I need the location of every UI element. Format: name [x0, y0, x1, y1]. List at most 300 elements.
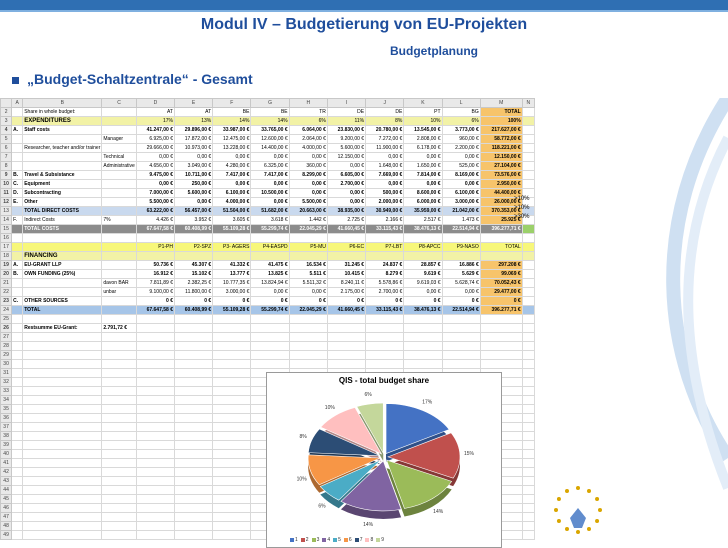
sheet-cell[interactable]	[522, 126, 534, 135]
sheet-cell[interactable]: 16.886 €	[442, 261, 480, 270]
sheet-cell[interactable]	[522, 234, 534, 243]
sheet-cell[interactable]: 45.307 €	[174, 261, 212, 270]
sheet-cell[interactable]: 2.517 €	[404, 216, 442, 225]
sheet-cell[interactable]	[522, 504, 534, 513]
sheet-cell[interactable]	[213, 378, 251, 387]
sheet-cell[interactable]: 13.777 €	[213, 270, 251, 279]
sheet-cell[interactable]	[12, 252, 23, 261]
sheet-cell[interactable]	[522, 459, 534, 468]
sheet-cell[interactable]	[251, 333, 289, 342]
sheet-cell[interactable]	[12, 153, 23, 162]
sheet-cell[interactable]: 51.504,00 €	[213, 207, 251, 216]
sheet-cell[interactable]: P9-NASO	[442, 243, 480, 252]
sheet-cell[interactable]	[102, 261, 136, 270]
sheet-cell[interactable]	[12, 225, 23, 234]
sheet-cell[interactable]	[12, 522, 23, 531]
sheet-cell[interactable]	[480, 315, 522, 324]
sheet-cell[interactable]: 250,00 €	[174, 180, 212, 189]
sheet-cell[interactable]	[522, 360, 534, 369]
sheet-cell[interactable]	[213, 423, 251, 432]
sheet-cell[interactable]	[251, 351, 289, 360]
sheet-cell[interactable]	[522, 486, 534, 495]
sheet-cell[interactable]	[102, 315, 136, 324]
sheet-cell[interactable]: 12.150,00 €	[327, 153, 365, 162]
sheet-cell[interactable]: 6.605,00 €	[327, 171, 365, 180]
sheet-cell[interactable]: 3.049,00 €	[174, 162, 212, 171]
sheet-cell[interactable]: 5.600,00 €	[174, 189, 212, 198]
sheet-cell[interactable]: 0,00 €	[442, 153, 480, 162]
sheet-cell[interactable]	[442, 324, 480, 333]
sheet-cell[interactable]	[12, 414, 23, 423]
sheet-cell[interactable]	[102, 396, 136, 405]
sheet-cell[interactable]	[12, 279, 23, 288]
sheet-cell[interactable]	[23, 486, 102, 495]
sheet-cell[interactable]	[23, 396, 102, 405]
sheet-cell[interactable]: 44.400,00 €	[480, 189, 522, 198]
sheet-cell[interactable]	[480, 351, 522, 360]
sheet-cell[interactable]: 0 €	[480, 297, 522, 306]
column-header[interactable]: B	[23, 99, 102, 108]
sheet-cell[interactable]	[102, 531, 136, 540]
sheet-cell[interactable]: 0,00 €	[404, 288, 442, 297]
sheet-cell[interactable]	[12, 333, 23, 342]
row-number[interactable]: 25	[1, 315, 12, 324]
row-number[interactable]: 36	[1, 414, 12, 423]
sheet-cell[interactable]	[12, 423, 23, 432]
sheet-cell[interactable]: 0,00 €	[366, 180, 404, 189]
sheet-cell[interactable]: 21.042,00 €	[442, 207, 480, 216]
sheet-cell[interactable]	[522, 450, 534, 459]
sheet-cell[interactable]: 3.000,00 €	[213, 288, 251, 297]
sheet-cell[interactable]	[213, 468, 251, 477]
row-number[interactable]: 31	[1, 369, 12, 378]
sheet-cell[interactable]: 9.100,00 €	[136, 288, 174, 297]
sheet-cell[interactable]: 0,00 €	[442, 180, 480, 189]
sheet-cell[interactable]	[174, 405, 212, 414]
sheet-cell[interactable]: 14%	[251, 117, 289, 126]
sheet-cell[interactable]	[174, 333, 212, 342]
sheet-cell[interactable]: 2.950,00 €	[480, 180, 522, 189]
sheet-cell[interactable]: 6.064,00 €	[289, 126, 327, 135]
sheet-cell[interactable]	[251, 324, 289, 333]
sheet-cell[interactable]: 6.178,00 €	[404, 144, 442, 153]
sheet-cell[interactable]	[213, 432, 251, 441]
sheet-cell[interactable]: 41.660,45 €	[327, 225, 365, 234]
sheet-cell[interactable]	[102, 270, 136, 279]
sheet-cell[interactable]	[213, 513, 251, 522]
sheet-cell[interactable]: 2.166 €	[366, 216, 404, 225]
sheet-cell[interactable]	[12, 234, 23, 243]
sheet-cell[interactable]	[480, 333, 522, 342]
sheet-cell[interactable]: 525,00 €	[442, 162, 480, 171]
sheet-cell[interactable]	[136, 459, 174, 468]
sheet-cell[interactable]	[174, 387, 212, 396]
sheet-cell[interactable]	[12, 117, 23, 126]
sheet-cell[interactable]: 17%	[136, 117, 174, 126]
sheet-cell[interactable]	[522, 351, 534, 360]
sheet-cell[interactable]	[442, 252, 480, 261]
sheet-cell[interactable]: 13.825 €	[251, 270, 289, 279]
sheet-cell[interactable]	[522, 279, 534, 288]
sheet-cell[interactable]: Researcher, teacher and/or trainer	[24, 145, 101, 151]
sheet-cell[interactable]: 4.280,00 €	[213, 162, 251, 171]
column-header[interactable]: C	[102, 99, 136, 108]
sheet-cell[interactable]	[522, 153, 534, 162]
sheet-cell[interactable]: 8.279 €	[366, 270, 404, 279]
sheet-cell[interactable]: 12.150,00 €	[480, 153, 522, 162]
sheet-cell[interactable]: 13.824,94 €	[251, 279, 289, 288]
sheet-cell[interactable]	[102, 207, 136, 216]
sheet-cell[interactable]: 5.500,00 €	[289, 198, 327, 207]
sheet-cell[interactable]	[522, 270, 534, 279]
sheet-cell[interactable]	[12, 378, 23, 387]
sheet-cell[interactable]: 7.811,89 €	[136, 279, 174, 288]
sheet-cell[interactable]	[174, 477, 212, 486]
sheet-cell[interactable]	[12, 342, 23, 351]
row-number[interactable]: 8	[1, 162, 12, 171]
sheet-cell[interactable]	[102, 513, 136, 522]
row-number[interactable]: 9	[1, 171, 12, 180]
sheet-cell[interactable]	[174, 423, 212, 432]
sheet-cell[interactable]: 12.600,00 €	[251, 135, 289, 144]
sheet-cell[interactable]	[366, 360, 404, 369]
sheet-cell[interactable]: 2.200,00 €	[442, 144, 480, 153]
sheet-cell[interactable]	[12, 468, 23, 477]
sheet-cell[interactable]	[136, 351, 174, 360]
sheet-cell[interactable]	[23, 333, 102, 342]
sheet-cell[interactable]: 9.200,00 €	[327, 135, 365, 144]
sheet-cell[interactable]	[102, 171, 136, 180]
sheet-cell[interactable]	[102, 504, 136, 513]
row-number[interactable]: 12	[1, 198, 12, 207]
sheet-cell[interactable]	[12, 144, 23, 153]
sheet-cell[interactable]	[12, 486, 23, 495]
sheet-cell[interactable]	[442, 360, 480, 369]
sheet-cell[interactable]	[12, 450, 23, 459]
sheet-cell[interactable]: 25.925 €	[480, 216, 522, 225]
sheet-cell[interactable]: 41.332 €	[213, 261, 251, 270]
sheet-cell[interactable]	[174, 360, 212, 369]
row-number[interactable]: 11	[1, 189, 12, 198]
row-number[interactable]: 7	[1, 153, 12, 162]
sheet-cell[interactable]: 67.647,58 €	[136, 306, 174, 315]
sheet-cell[interactable]	[174, 414, 212, 423]
sheet-cell[interactable]: 10.711,00 €	[174, 171, 212, 180]
sheet-cell[interactable]: 14.400,00 €	[251, 144, 289, 153]
sheet-cell[interactable]: 7.814,00 €	[404, 171, 442, 180]
sheet-cell[interactable]	[213, 414, 251, 423]
row-number[interactable]: 16	[1, 234, 12, 243]
sheet-cell[interactable]	[23, 477, 102, 486]
sheet-cell[interactable]	[12, 531, 23, 540]
sheet-cell[interactable]	[522, 414, 534, 423]
sheet-cell[interactable]	[522, 432, 534, 441]
sheet-cell[interactable]	[136, 441, 174, 450]
sheet-cell[interactable]	[522, 387, 534, 396]
sheet-cell[interactable]: C.	[12, 297, 23, 306]
sheet-cell[interactable]: P6-EC	[327, 243, 365, 252]
sheet-cell[interactable]	[522, 495, 534, 504]
sheet-cell[interactable]	[366, 351, 404, 360]
row-number[interactable]: 32	[1, 378, 12, 387]
sheet-cell[interactable]	[102, 459, 136, 468]
sheet-cell[interactable]: 7.000,00 €	[136, 189, 174, 198]
sheet-cell[interactable]	[174, 315, 212, 324]
sheet-cell[interactable]: 0,00 €	[251, 153, 289, 162]
sheet-cell[interactable]: 0,00 €	[213, 180, 251, 189]
sheet-cell[interactable]: 73.576,00 €	[480, 171, 522, 180]
sheet-cell[interactable]	[366, 324, 404, 333]
row-number[interactable]: 37	[1, 423, 12, 432]
sheet-cell[interactable]: 10%	[404, 117, 442, 126]
sheet-cell[interactable]	[213, 360, 251, 369]
sheet-cell[interactable]: EXPENDITURES	[23, 117, 102, 126]
row-number[interactable]: 27	[1, 333, 12, 342]
sheet-cell[interactable]: 4.000,00 €	[289, 144, 327, 153]
sheet-cell[interactable]	[289, 360, 327, 369]
sheet-cell[interactable]	[136, 360, 174, 369]
sheet-cell[interactable]: 1.650,00 €	[404, 162, 442, 171]
sheet-cell[interactable]	[23, 360, 102, 369]
sheet-cell[interactable]	[213, 450, 251, 459]
column-header[interactable]: H	[289, 99, 327, 108]
sheet-cell[interactable]	[442, 315, 480, 324]
sheet-cell[interactable]	[12, 108, 23, 117]
sheet-cell[interactable]	[102, 252, 136, 261]
sheet-cell[interactable]	[327, 324, 365, 333]
sheet-cell[interactable]: 0,00 €	[404, 153, 442, 162]
sheet-cell[interactable]	[174, 324, 212, 333]
sheet-cell[interactable]	[23, 378, 102, 387]
sheet-cell[interactable]: 58.772,00 €	[480, 135, 522, 144]
sheet-cell[interactable]	[12, 306, 23, 315]
sheet-cell[interactable]: 70.052,43 €	[480, 279, 522, 288]
sheet-cell[interactable]	[102, 360, 136, 369]
sheet-cell[interactable]	[404, 315, 442, 324]
sheet-cell[interactable]: TR	[289, 108, 327, 117]
sheet-cell[interactable]: 2.700,00 €	[366, 288, 404, 297]
sheet-cell[interactable]	[12, 459, 23, 468]
sheet-cell[interactable]: 0 €	[327, 297, 365, 306]
sheet-cell[interactable]: Technical	[102, 153, 136, 162]
sheet-cell[interactable]: 6%	[289, 117, 327, 126]
sheet-cell[interactable]	[23, 468, 102, 477]
pie-chart[interactable]	[266, 372, 502, 548]
sheet-cell[interactable]	[522, 396, 534, 405]
row-number[interactable]: 44	[1, 486, 12, 495]
sheet-cell[interactable]	[442, 333, 480, 342]
sheet-cell[interactable]	[23, 450, 102, 459]
sheet-cell[interactable]	[23, 342, 102, 351]
sheet-cell[interactable]: 22.514,94 €	[442, 225, 480, 234]
column-header[interactable]: J	[366, 99, 404, 108]
sheet-cell[interactable]: 360,00 €	[289, 162, 327, 171]
sheet-cell[interactable]	[102, 243, 136, 252]
sheet-cell[interactable]: 4.426 €	[136, 216, 174, 225]
sheet-cell[interactable]: 8.169,00 €	[442, 171, 480, 180]
row-number[interactable]: 22	[1, 288, 12, 297]
sheet-cell[interactable]	[23, 531, 102, 540]
sheet-cell[interactable]: 67.647,58 €	[136, 225, 174, 234]
row-number[interactable]: 20	[1, 270, 12, 279]
row-number[interactable]: 2	[1, 108, 12, 117]
column-header[interactable]: F	[213, 99, 251, 108]
sheet-cell[interactable]	[12, 360, 23, 369]
sheet-cell[interactable]: 63.222,00 €	[136, 207, 174, 216]
sheet-cell[interactable]: 5.578,86 €	[366, 279, 404, 288]
sheet-cell[interactable]: 29.477,00 €	[480, 288, 522, 297]
sheet-cell[interactable]: 33.115,43 €	[366, 225, 404, 234]
sheet-cell[interactable]	[12, 441, 23, 450]
sheet-cell[interactable]	[136, 405, 174, 414]
sheet-cell[interactable]	[522, 477, 534, 486]
sheet-cell[interactable]: 3.605 €	[213, 216, 251, 225]
sheet-cell[interactable]	[136, 234, 174, 243]
sheet-cell[interactable]	[480, 252, 522, 261]
sheet-cell[interactable]	[213, 486, 251, 495]
sheet-cell[interactable]	[174, 234, 212, 243]
sheet-cell[interactable]: 6.100,00 €	[442, 189, 480, 198]
sheet-cell[interactable]: OWN FUNDING (25%)	[23, 270, 102, 279]
sheet-cell[interactable]	[23, 387, 102, 396]
sheet-cell[interactable]	[522, 333, 534, 342]
row-number[interactable]: 43	[1, 477, 12, 486]
sheet-cell[interactable]: FINANCING	[23, 252, 102, 261]
sheet-cell[interactable]: P2-SPZ	[174, 243, 212, 252]
sheet-cell[interactable]	[102, 117, 136, 126]
sheet-cell[interactable]	[102, 477, 136, 486]
sheet-cell[interactable]: 99.069 €	[480, 270, 522, 279]
sheet-cell[interactable]	[12, 513, 23, 522]
sheet-cell[interactable]: 5.511 €	[289, 270, 327, 279]
sheet-cell[interactable]: BE	[251, 108, 289, 117]
sheet-cell[interactable]	[23, 369, 102, 378]
sheet-cell[interactable]	[102, 225, 136, 234]
sheet-cell[interactable]	[251, 360, 289, 369]
sheet-cell[interactable]	[12, 477, 23, 486]
row-number[interactable]: 26	[1, 324, 12, 333]
row-number[interactable]: 48	[1, 522, 12, 531]
sheet-cell[interactable]: 0,00 €	[251, 180, 289, 189]
sheet-cell[interactable]: 11.800,00 €	[174, 288, 212, 297]
column-header[interactable]: G	[251, 99, 289, 108]
sheet-cell[interactable]	[12, 432, 23, 441]
sheet-cell[interactable]: B.	[12, 171, 23, 180]
sheet-cell[interactable]: 60.408,99 €	[174, 306, 212, 315]
sheet-cell[interactable]	[136, 468, 174, 477]
sheet-cell[interactable]: F.	[12, 216, 23, 225]
sheet-cell[interactable]: 8.600,00 €	[404, 189, 442, 198]
sheet-cell[interactable]	[23, 153, 102, 162]
sheet-cell[interactable]: 55.299,74 €	[251, 306, 289, 315]
row-number[interactable]: 46	[1, 504, 12, 513]
sheet-cell[interactable]: Restsumme EU-Grant:	[23, 324, 102, 333]
sheet-cell[interactable]	[102, 126, 136, 135]
sheet-cell[interactable]	[102, 414, 136, 423]
sheet-cell[interactable]	[174, 351, 212, 360]
sheet-cell[interactable]	[522, 513, 534, 522]
sheet-cell[interactable]	[23, 513, 102, 522]
row-number[interactable]: 35	[1, 405, 12, 414]
sheet-cell[interactable]	[12, 315, 23, 324]
sheet-cell[interactable]	[23, 423, 102, 432]
sheet-cell[interactable]	[102, 342, 136, 351]
sheet-cell[interactable]: Indirect Costs	[23, 216, 102, 225]
sheet-cell[interactable]: 3.000,00 €	[442, 198, 480, 207]
sheet-cell[interactable]: 0 €	[174, 297, 212, 306]
column-header[interactable]: E	[174, 99, 212, 108]
sheet-cell[interactable]	[327, 342, 365, 351]
row-number[interactable]: 23	[1, 297, 12, 306]
sheet-cell[interactable]	[102, 369, 136, 378]
row-number[interactable]: 13	[1, 207, 12, 216]
sheet-cell[interactable]	[23, 288, 102, 297]
sheet-cell[interactable]	[23, 414, 102, 423]
sheet-cell[interactable]: 0,00 €	[251, 198, 289, 207]
sheet-cell[interactable]: 38.476,13 €	[404, 225, 442, 234]
sheet-cell[interactable]: 1.442 €	[289, 216, 327, 225]
sheet-cell[interactable]: 30.949,00 €	[366, 207, 404, 216]
sheet-cell[interactable]	[102, 189, 136, 198]
sheet-cell[interactable]: 16.534 €	[289, 261, 327, 270]
sheet-cell[interactable]	[136, 477, 174, 486]
sheet-cell[interactable]: 38.935,00 €	[327, 207, 365, 216]
column-header[interactable]: K	[404, 99, 442, 108]
sheet-cell[interactable]	[522, 324, 534, 333]
sheet-cell[interactable]: 297.208 €	[480, 261, 522, 270]
row-number[interactable]: 24	[1, 306, 12, 315]
sheet-cell[interactable]	[23, 351, 102, 360]
sheet-cell[interactable]	[12, 288, 23, 297]
sheet-cell[interactable]: 22.045,29 €	[289, 306, 327, 315]
sheet-cell[interactable]: Subcontracting	[23, 189, 102, 198]
sheet-cell[interactable]	[102, 387, 136, 396]
row-number[interactable]: 19	[1, 261, 12, 270]
sheet-cell[interactable]: 7%	[102, 216, 136, 225]
sheet-cell[interactable]: 2.808,00 €	[404, 135, 442, 144]
sheet-cell[interactable]	[102, 486, 136, 495]
sheet-cell[interactable]: DE	[366, 108, 404, 117]
sheet-cell[interactable]: C.	[12, 180, 23, 189]
sheet-cell[interactable]	[522, 423, 534, 432]
sheet-cell[interactable]: 2.382,25 €	[174, 279, 212, 288]
sheet-cell[interactable]: 6%	[442, 117, 480, 126]
sheet-cell[interactable]	[174, 459, 212, 468]
sheet-cell[interactable]	[12, 351, 23, 360]
sheet-cell[interactable]: 396.277,71 €	[480, 225, 522, 234]
sheet-cell[interactable]: OTHER SOURCES	[23, 297, 102, 306]
sheet-cell[interactable]	[136, 486, 174, 495]
sheet-cell[interactable]: 217.627,00 €	[480, 126, 522, 135]
row-number[interactable]: 3	[1, 117, 12, 126]
sheet-cell[interactable]	[136, 333, 174, 342]
sheet-cell[interactable]	[213, 459, 251, 468]
sheet-cell[interactable]	[102, 333, 136, 342]
sheet-cell[interactable]	[102, 495, 136, 504]
sheet-cell[interactable]: 6.925,00 €	[136, 135, 174, 144]
sheet-cell[interactable]: TOTAL DIRECT COSTS	[23, 207, 102, 216]
row-number[interactable]: 18	[1, 252, 12, 261]
sheet-cell[interactable]	[174, 495, 212, 504]
sheet-cell[interactable]: 33.115,43 €	[366, 306, 404, 315]
sheet-cell[interactable]	[12, 324, 23, 333]
sheet-cell[interactable]	[251, 342, 289, 351]
sheet-cell[interactable]	[327, 234, 365, 243]
sheet-cell[interactable]	[522, 306, 534, 315]
sheet-cell[interactable]	[136, 252, 174, 261]
sheet-cell[interactable]: 29.666,00 €	[136, 144, 174, 153]
sheet-cell[interactable]: 3.773,00 €	[442, 126, 480, 135]
